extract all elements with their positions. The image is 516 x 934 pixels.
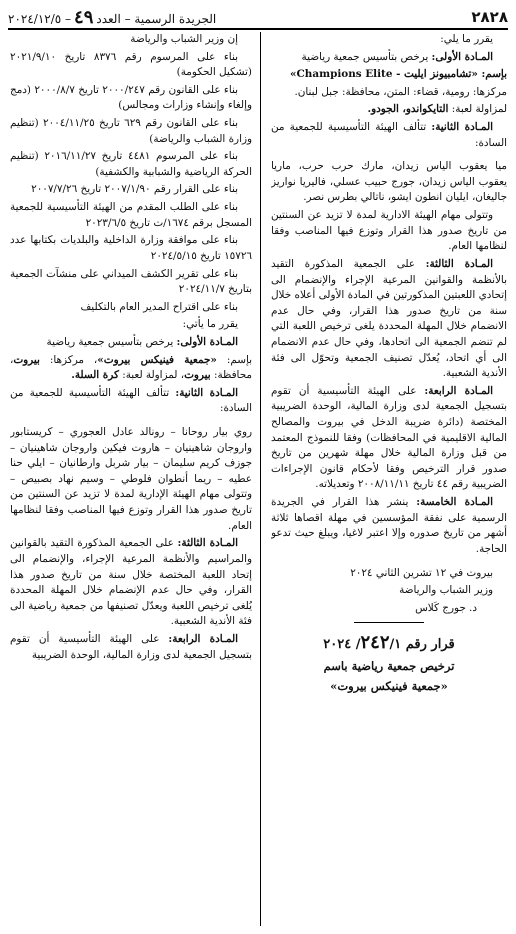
- article-5: [271, 495, 507, 557]
- hq-label: ، مركزها:: [39, 353, 98, 366]
- article-3-b-text: على الجمعية المذكورة التقيد بالقوانين والمراسيم والأنظمة المرعية الإجراء، والإنضمام الى إتحاد اللعبة المختصة خلال سنة من تاريخ صدور هذا القرار، وفي حال عدم الإنضمام خلال المهلة المحددة يُلغى ترخيص اللعبة ويعدّل تصنيفها من جمعية رياضية الى فئة الأندية الشعبية.: [10, 537, 252, 628]
- article-4-label: المـادة الرابعة:: [424, 384, 493, 397]
- issue-number: ٤٩: [74, 6, 94, 28]
- governorate-value: بيروت: [184, 369, 211, 382]
- article-3-label: المـادة الثالثة:: [425, 257, 493, 270]
- article-2: [271, 120, 507, 151]
- article-4-b-label: المـادة الرابعة:: [168, 632, 238, 645]
- left-column: [10, 32, 252, 926]
- article-1-text: يرخص بتأسيس جمعية رياضية: [301, 50, 432, 63]
- association-name: بإسم: «تشامبيونز ايليت - Champions Elite»: [290, 68, 507, 81]
- decision-intro-2: يقرر ما يأتي:: [182, 318, 238, 331]
- decree-association-name: «جمعية فينيكس بيروت»: [330, 678, 448, 693]
- decree-number: [271, 629, 507, 656]
- article-4-b: [10, 632, 252, 663]
- article-4-text: على الهيئة التأسيسية أن تقوم بتسجيل الجمعية لدى وزارة المالية، الوحدة الضريبية المختصة (دائرة ضريبة الدخل في بيروت والمصالح المالية الاقليمية في المحافظات) وفقا للنموذج المعتمد من قبل وزارة المالية خلال مهلة شهرين من تاريخ صدور قرار الترخيص وفقا لأحكام قانون الإجراءات الضريبية رقم ٤٤ تاريخ ٢٠٠٨/١١/١١ وتعديلاته.: [271, 384, 507, 491]
- article-1-b: [10, 335, 252, 351]
- article-2-b-label: المـادة الثانية:: [175, 386, 238, 399]
- association-sports: [271, 102, 507, 118]
- right-column: [271, 32, 507, 926]
- article-2-text: تتألف الهيئة التأسيسية للجمعية من السادة:: [271, 121, 507, 149]
- legal-basis-3: بناء على القانون رقم ٦٢٩ تاريخ ٢٠٠٤/١١/٢٥ (تنظيم وزارة الشباب والرياضة): [10, 117, 252, 145]
- article-2-b: [10, 386, 252, 417]
- signer-name: د. جورج كَلاس: [415, 601, 477, 614]
- decree-prefix: قرار رقم: [405, 637, 455, 653]
- page-header: [8, 6, 508, 30]
- column-divider: [260, 32, 261, 926]
- running-head: [8, 4, 216, 31]
- founders-list: ميا يعقوب الياس زيدان، مارك حرب حرب، ماريا يعقوب الياس زيدان، جورج حبيب عسلي، فاليريا نواريز جاليغان، ايليان انطون ايشو، ناتالي بطرس نصر.: [271, 160, 507, 204]
- board-duties: وتتولى مهام الهيئة الادارية لمدة لا تزيد عن السنتين من تاريخ صدور هذا القرار وتوزع فيها المناصب وفقا لنظامها العام.: [271, 209, 507, 253]
- article-3-text: على الجمعية المذكورة التقيد بالأنظمة والقوانين المرعية الإجراء والإنضمام الى إتحادي اللعبتين المذكورتين في المادة الأولى أعلاه خلال سنة من تاريخ صدور هذا القرار، وفي حال عدم الانضمام خلال المهلة المحددة يلغى ترخيص اللعبة التي لم تنضم الجمعية الى اتحادها، وفي حال عدم الانضمام الى أي اتحاد، يُعدّل تصنيف الجمعية وتحوّل الى فئة الأندية الشعبية.: [271, 257, 507, 380]
- legal-basis-7: بناء على موافقة وزارة الداخلية والبلديات بكتابها عدد ١٥٧٢٦ تاريخ ٢٠٢٤/٥/١٥: [10, 234, 252, 262]
- decree-num: ٢٤٢: [360, 632, 390, 654]
- sport-label: ، لمزاولة لعبة:: [118, 369, 185, 382]
- decree-suffix: /١/ ٢٠٢٤: [323, 637, 402, 653]
- legal-basis-9: بناء على اقتراح المدير العام بالتكليف: [80, 300, 238, 313]
- article-3-b: [10, 536, 252, 630]
- section-separator: [354, 622, 424, 623]
- article-1: [271, 50, 507, 66]
- article-5-label: المـادة الخامسة:: [416, 496, 493, 509]
- legal-basis-5: بناء على القرار رقم ٢٠٠٧/١/٩٠ تاريخ ٢٠٠٧/٧/٢٦: [31, 183, 238, 196]
- sports-label: لمزاولة لعبة:: [448, 103, 507, 116]
- article-1-b-label: المـادة الأولى:: [176, 335, 238, 348]
- decision-intro: يقرر ما يلي:: [440, 33, 493, 45]
- legal-basis-8: بناء على تقرير الكشف الميداني على منشآت الجمعية بتاريخ ٢٠٢٤/١١/٧: [10, 267, 252, 296]
- name-value: «جمعية فينيكس بيروت»: [97, 353, 217, 366]
- association-location: مركزها: رومية، قضاء: المتن، محافظة: جبل لبنان.: [294, 85, 507, 98]
- founders-list-b: روي بيار روحانا – رونالد عادل العجوري – كريستابور واروجان شاهينيان – هاروت فيكين واروجان شاهينيان – جوزف كريم سليمان – بيار شربل وارطانيان – ايلي حنا عطيه – ريما أنطوان فلوطي – وسيم نهاد بصبيص – وتتولى مهام الهيئة الإدارية لمدة لا تزيد عن السنتين من تاريخ صدور هذا القرار وتوزع فيها المناصب وفقا لنظامها العام.: [10, 426, 252, 532]
- name-label: بإسم:: [216, 353, 252, 366]
- hq-value: بيروت: [13, 353, 40, 366]
- article-1-label: المـادة الأولى:: [431, 50, 493, 63]
- decree-title: ترخيص جمعية رياضية باسم: [323, 659, 455, 674]
- article-3: [271, 257, 507, 382]
- minister-title: وزير الشباب والرياضة: [399, 584, 493, 597]
- article-4-b-text: على الهيئة التأسيسية أن تقوم بتسجيل الجمعية لدى وزارة المالية، الوحدة الضريبية: [10, 632, 252, 661]
- page-number: ٢٨٢٨: [471, 7, 508, 26]
- article-4: [271, 384, 507, 493]
- legal-basis-4: بناء على المرسوم ٤٤٨١ تاريخ ٢٠١٦/١١/٢٧ (تنظيم الحركة الرياضية والشبابية والكشفية): [10, 150, 252, 178]
- sport-value: كرة السلة.: [71, 369, 119, 382]
- legal-basis-6: بناء على الطلب المقدم من الهيئة التأسيسية للجمعية المسجل برقم ١٦٧٤/ت تاريخ ٢٠٢٣/٦/٥: [10, 201, 252, 229]
- legal-basis-1: بناء على المرسوم رقم ٨٣٧٦ تاريخ ٢٠٢١/٩/١٠ (تشكيل الحكومة): [10, 50, 252, 79]
- legal-basis-2: بناء على القانون رقم ٢٠٠٠/٢٤٧ تاريخ ٢٠٠٠/٨/٧ (دمج وإلغاء وإنشاء وزارات ومجالس): [10, 83, 252, 112]
- article-2-b-text: تتألف الهيئة التأسيسية للجمعية من السادة:: [10, 386, 252, 415]
- article-5-text: ينشر هذا القرار في الجريدة الرسمية على نفقة المؤسسين في مهلة اقصاها ثلاثة أشهر من تاريخ صدوره وإلا اعتبر لاغيا، ويبلغ حيث تدعو الحاجة.: [271, 496, 507, 555]
- article-1-b-text: يرخص بتأسيس جمعية رياضية: [46, 335, 177, 348]
- sports-value: التايكواندو، الجودو.: [367, 103, 449, 116]
- association-details-b: [10, 353, 252, 384]
- running-head-title: الجريدة الرسمية – العدد: [96, 11, 217, 26]
- governorate-label: ، محافظة:: [10, 353, 252, 382]
- article-3-b-label: المـادة الثالثة:: [177, 537, 238, 550]
- minister-preamble: إن وزير الشباب والرياضة: [130, 33, 238, 45]
- place-date: بيروت في ١٢ تشرين الثاني ٢٠٢٤: [350, 566, 493, 579]
- article-2-label: المـادة الثانية:: [431, 121, 493, 134]
- running-head-date: – ٢٠٢٤/١٢/٥: [8, 11, 72, 26]
